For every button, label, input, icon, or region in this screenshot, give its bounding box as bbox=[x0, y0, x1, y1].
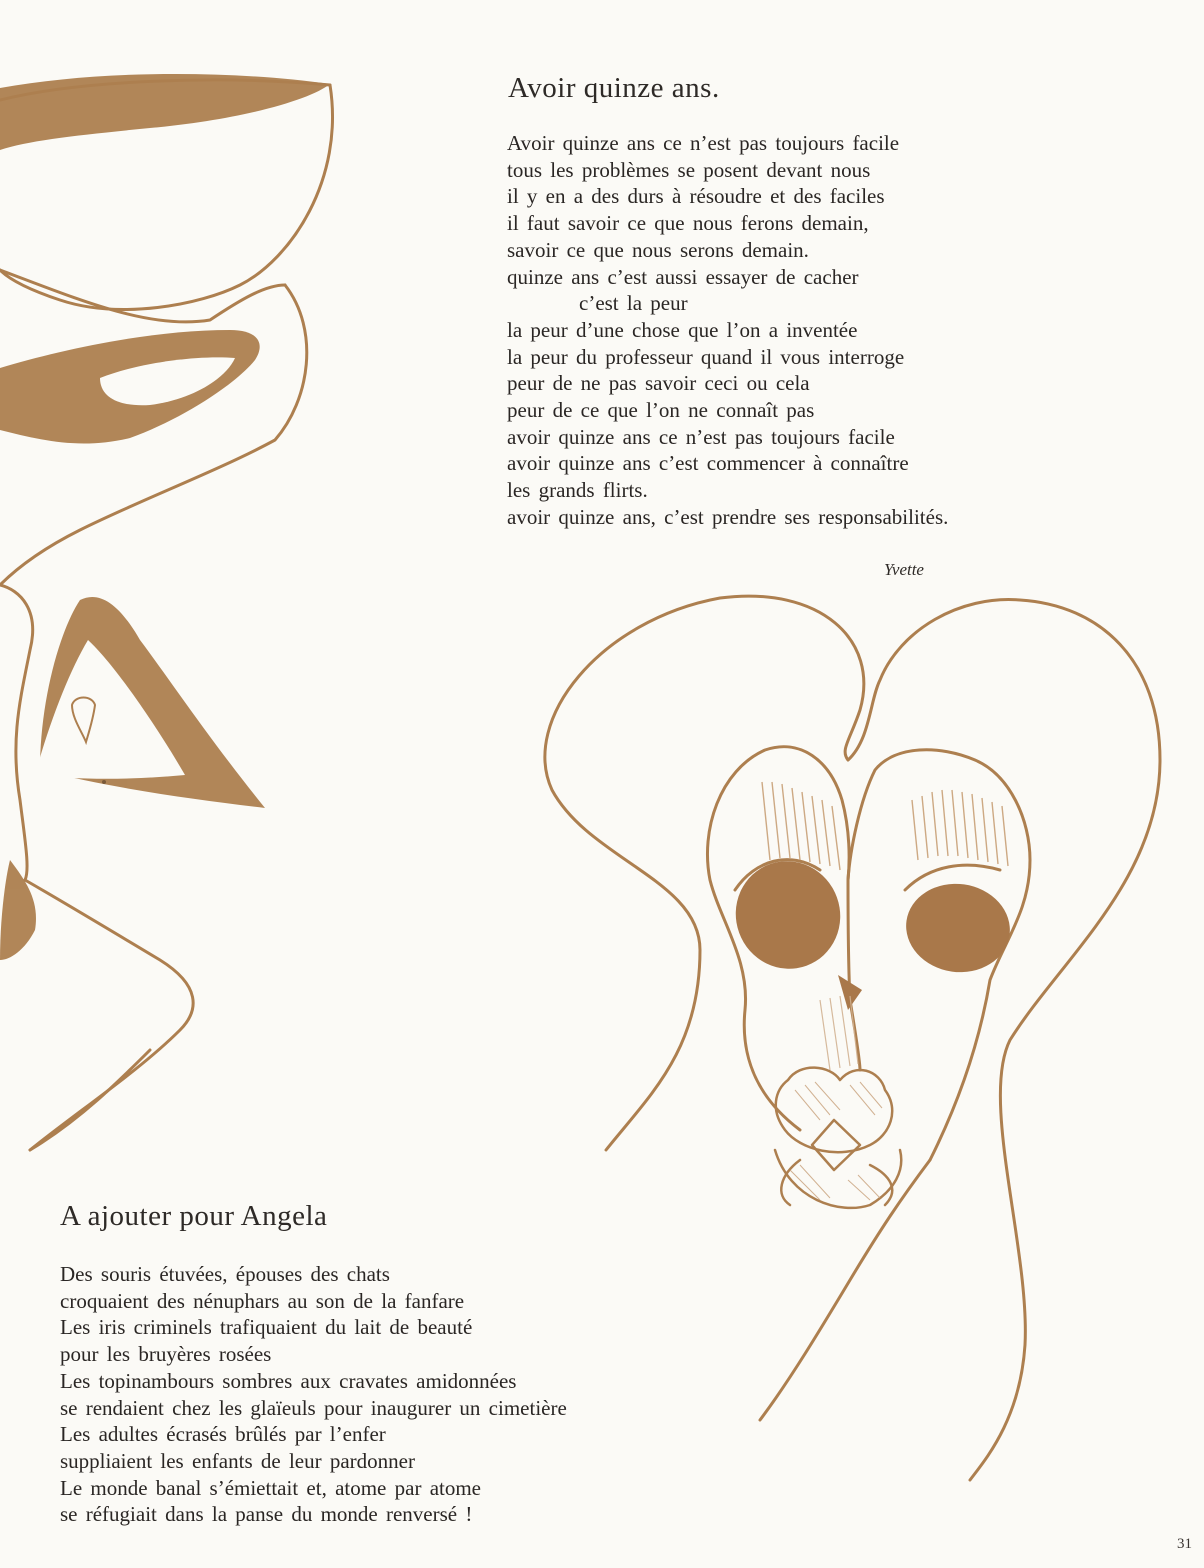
poem-line: il y en a des durs à résoudre et des faciles bbox=[507, 184, 885, 209]
poem-line: la peur d’une chose que l’on a inventée bbox=[507, 317, 858, 342]
poem-title: A ajouter pour Angela bbox=[60, 1200, 328, 1232]
poem-line: croquaient des nénuphars au son de la fanfare bbox=[60, 1288, 465, 1313]
poem-line: c’est la peur bbox=[579, 291, 688, 316]
poem-line: se réfugiait dans la panse du monde renversé ! bbox=[60, 1502, 473, 1527]
poem-line: Des souris étuvées, épouses des chats bbox=[60, 1262, 390, 1286]
page-number: 31 bbox=[1177, 1536, 1192, 1552]
poem-body bbox=[60, 1261, 567, 1528]
poem-line: quinze ans c’est aussi essayer de cacher bbox=[507, 264, 859, 289]
poem-line: Les topinambours sombres aux cravates amidonnées bbox=[60, 1368, 517, 1393]
poem-line: Avoir quinze ans ce n’est pas toujours facile bbox=[507, 131, 900, 155]
poem-line: la peur du professeur quand il vous interroge bbox=[507, 344, 905, 369]
poem-line: se rendaient chez les glaïeuls pour inaugurer un cimetière bbox=[60, 1395, 567, 1420]
poem-line: suppliaient les enfants de leur pardonner bbox=[60, 1448, 415, 1473]
poem-line: les grands flirts. bbox=[507, 478, 648, 503]
poem-line: pour les bruyères rosées bbox=[60, 1342, 272, 1367]
poem-line: avoir quinze ans ce n’est pas toujours facile bbox=[507, 424, 895, 449]
poem-line: Les iris criminels trafiquaient du lait de beauté bbox=[60, 1315, 473, 1340]
poem-title: Avoir quinze ans. bbox=[508, 72, 720, 104]
author-signature: Yvette bbox=[884, 560, 924, 579]
poem-line: Les adultes écrasés brûlés par l’enfer bbox=[60, 1422, 386, 1447]
poem-line: peur de ne pas savoir ceci ou cela bbox=[507, 371, 810, 396]
poem-line: avoir quinze ans, c’est prendre ses responsabilités. bbox=[507, 504, 949, 529]
poem-line: avoir quinze ans c’est commencer à connaître bbox=[507, 451, 909, 476]
poem-line: savoir ce que nous serons demain. bbox=[507, 237, 809, 262]
poem-line: il faut savoir ce que nous ferons demain, bbox=[507, 211, 869, 236]
poem-body bbox=[507, 130, 948, 531]
poem-line: peur de ce que l’on ne connaît pas bbox=[507, 398, 815, 423]
poem-line: Le monde banal s’émiettait et, atome par atome bbox=[60, 1475, 482, 1500]
poem-line: tous les problèmes se posent devant nous bbox=[507, 157, 871, 182]
